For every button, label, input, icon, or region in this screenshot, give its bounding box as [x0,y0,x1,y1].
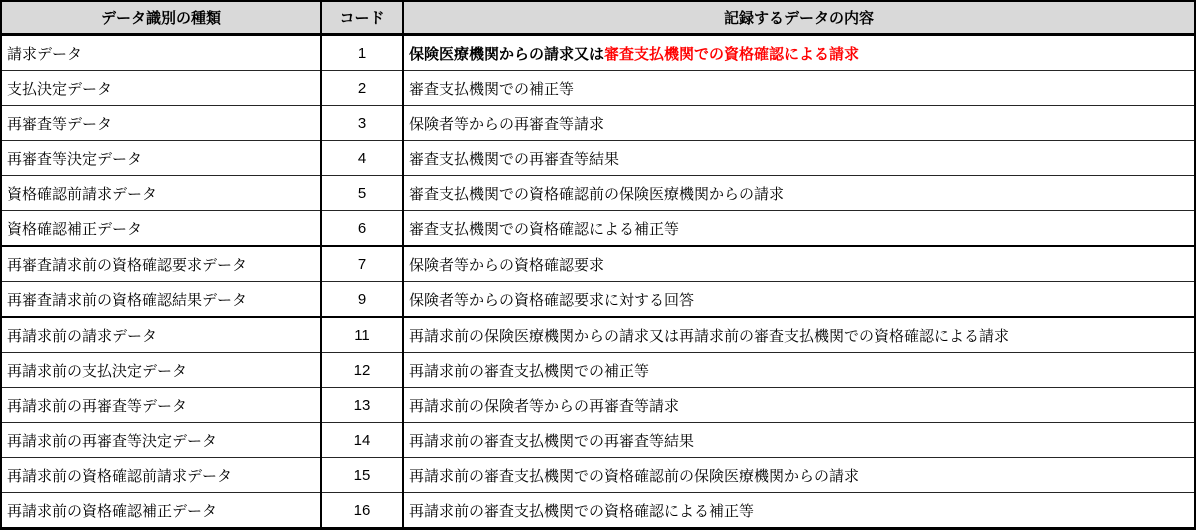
code-cell: 13 [321,388,403,423]
code-cell: 11 [321,317,403,353]
type-cell: 再審査請求前の資格確認結果データ [1,282,321,318]
table-row [1,493,1195,529]
type-cell: 再審査請求前の資格確認要求データ [1,246,321,282]
content-cell [403,141,1195,176]
content-text: 再請求前の審査支払機関での資格確認前の保険医療機関からの請求 [409,467,860,485]
header-row [1,1,1195,35]
table-row [1,388,1195,423]
content-cell [403,282,1195,318]
content-cell [403,106,1195,141]
content-highlight-text: 審査支払機関での資格確認による請求 [604,45,860,63]
code-cell: 15 [321,458,403,493]
content-text: 保険者等からの資格確認要求 [409,256,605,274]
table-row [1,458,1195,493]
table-row [1,211,1195,247]
table-row [1,141,1195,176]
table-row [1,282,1195,318]
content-text: 保険者等からの資格確認要求に対する回答 [409,291,695,309]
content-cell [403,353,1195,388]
content-text: 再請求前の審査支払機関での再審査等結果 [409,432,695,450]
content-text: 保険医療機関からの請求又は [409,45,605,63]
content-text: 再請求前の保険者等からの再審査等請求 [409,397,680,415]
content-text: 再請求前の保険医療機関からの請求又は再請求前の審査支払機関での資格確認による請求 [409,327,1010,345]
type-cell: 再審査等決定データ [1,141,321,176]
content-text: 審査支払機関での補正等 [409,80,575,98]
type-cell: 請求データ [1,35,321,71]
code-cell: 9 [321,282,403,318]
table-row [1,35,1195,71]
code-cell: 16 [321,493,403,529]
code-cell: 2 [321,71,403,106]
type-cell: 再請求前の請求データ [1,317,321,353]
content-text: 審査支払機関での再審査等結果 [409,150,620,168]
code-cell: 7 [321,246,403,282]
type-cell: 再請求前の資格確認前請求データ [1,458,321,493]
content-text: 審査支払機関での資格確認前の保険医療機関からの請求 [409,185,785,203]
table-row [1,317,1195,353]
type-cell: 再請求前の再審査等データ [1,388,321,423]
column-header-code: コード [321,1,403,35]
content-cell [403,246,1195,282]
type-cell: 支払決定データ [1,71,321,106]
content-cell [403,458,1195,493]
column-header-content: 記録するデータの内容 [403,1,1195,35]
type-cell: 再請求前の再審査等決定データ [1,423,321,458]
content-cell [403,493,1195,529]
column-header-type: データ識別の種類 [1,1,321,35]
content-cell [403,71,1195,106]
content-text: 再請求前の審査支払機関での資格確認による補正等 [409,502,755,520]
content-cell [403,211,1195,247]
code-cell: 5 [321,176,403,211]
table-row [1,246,1195,282]
code-cell: 1 [321,35,403,71]
table-row [1,71,1195,106]
code-cell: 6 [321,211,403,247]
code-cell: 14 [321,423,403,458]
table-row [1,353,1195,388]
code-cell: 12 [321,353,403,388]
code-cell: 4 [321,141,403,176]
content-text: 審査支払機関での資格確認による補正等 [409,220,680,238]
content-text: 保険者等からの再審査等請求 [409,115,605,133]
type-cell: 資格確認補正データ [1,211,321,247]
content-cell [403,317,1195,353]
content-cell [403,35,1195,71]
type-cell: 再請求前の支払決定データ [1,353,321,388]
content-cell [403,176,1195,211]
table-row [1,176,1195,211]
table-row [1,423,1195,458]
type-cell: 資格確認前請求データ [1,176,321,211]
code-cell: 3 [321,106,403,141]
content-cell [403,388,1195,423]
table-row [1,106,1195,141]
content-cell [403,423,1195,458]
type-cell: 再審査等データ [1,106,321,141]
content-text: 再請求前の審査支払機関での補正等 [409,362,650,380]
type-cell: 再請求前の資格確認補正データ [7,502,218,520]
